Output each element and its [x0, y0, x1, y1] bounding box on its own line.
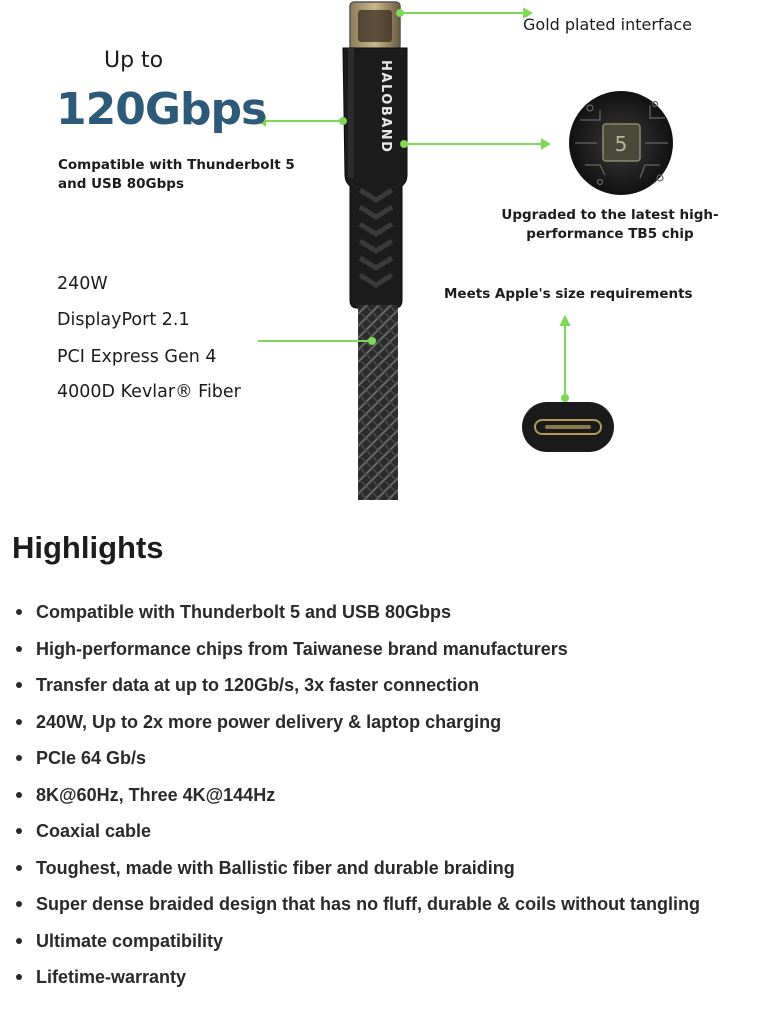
braided-cable — [358, 305, 398, 500]
compat-text: Compatible with Thunderbolt 5 and USB 80Gbps — [58, 157, 295, 192]
list-item: Toughest, made with Ballistic fiber and durable braiding — [0, 854, 740, 882]
list-item: High-performance chips from Taiwanese brand manufacturers — [0, 635, 740, 663]
speed-prefix: Up to — [104, 48, 164, 73]
list-item: Super dense braided design that has no fluff, durable & coils without tangling — [0, 890, 740, 918]
list-item: PCIe 64 Gb/s — [0, 744, 740, 772]
chip-number: 5 — [614, 132, 628, 156]
spec-fiber: 4000D Kevlar® Fiber — [57, 382, 241, 402]
cable-illustration — [0, 0, 757, 500]
list-item: Compatible with Thunderbolt 5 and USB 80Gbps — [0, 598, 740, 626]
speed-value: 120Gbps — [56, 84, 267, 135]
usb-c-port — [522, 402, 614, 452]
list-item: Coaxial cable — [0, 817, 740, 845]
list-item: Transfer data at up to 120Gb/s, 3x faster connection — [0, 671, 740, 699]
chip-label: Upgraded to the latest high-performance TB5 chip — [501, 207, 719, 242]
list-item: Ultimate compatibility — [0, 927, 740, 955]
highlights-list — [0, 598, 740, 1000]
gold-interface-label: Gold plated interface — [523, 15, 692, 34]
spec-pcie: PCI Express Gen 4 — [57, 347, 217, 367]
product-hero — [0, 0, 757, 500]
spec-power: 240W — [57, 274, 108, 294]
chip-graphic — [569, 91, 673, 195]
highlights-title: Highlights — [12, 530, 164, 565]
brand-logo: HALOBAND — [378, 60, 393, 154]
apple-size-label: Meets Apple's size requirements — [444, 286, 693, 302]
list-item: Lifetime-warranty — [0, 963, 740, 991]
spec-displayport: DisplayPort 2.1 — [57, 310, 190, 330]
list-item: 8K@60Hz, Three 4K@144Hz — [0, 781, 740, 809]
list-item: 240W, Up to 2x more power delivery & laptop charging — [0, 708, 740, 736]
